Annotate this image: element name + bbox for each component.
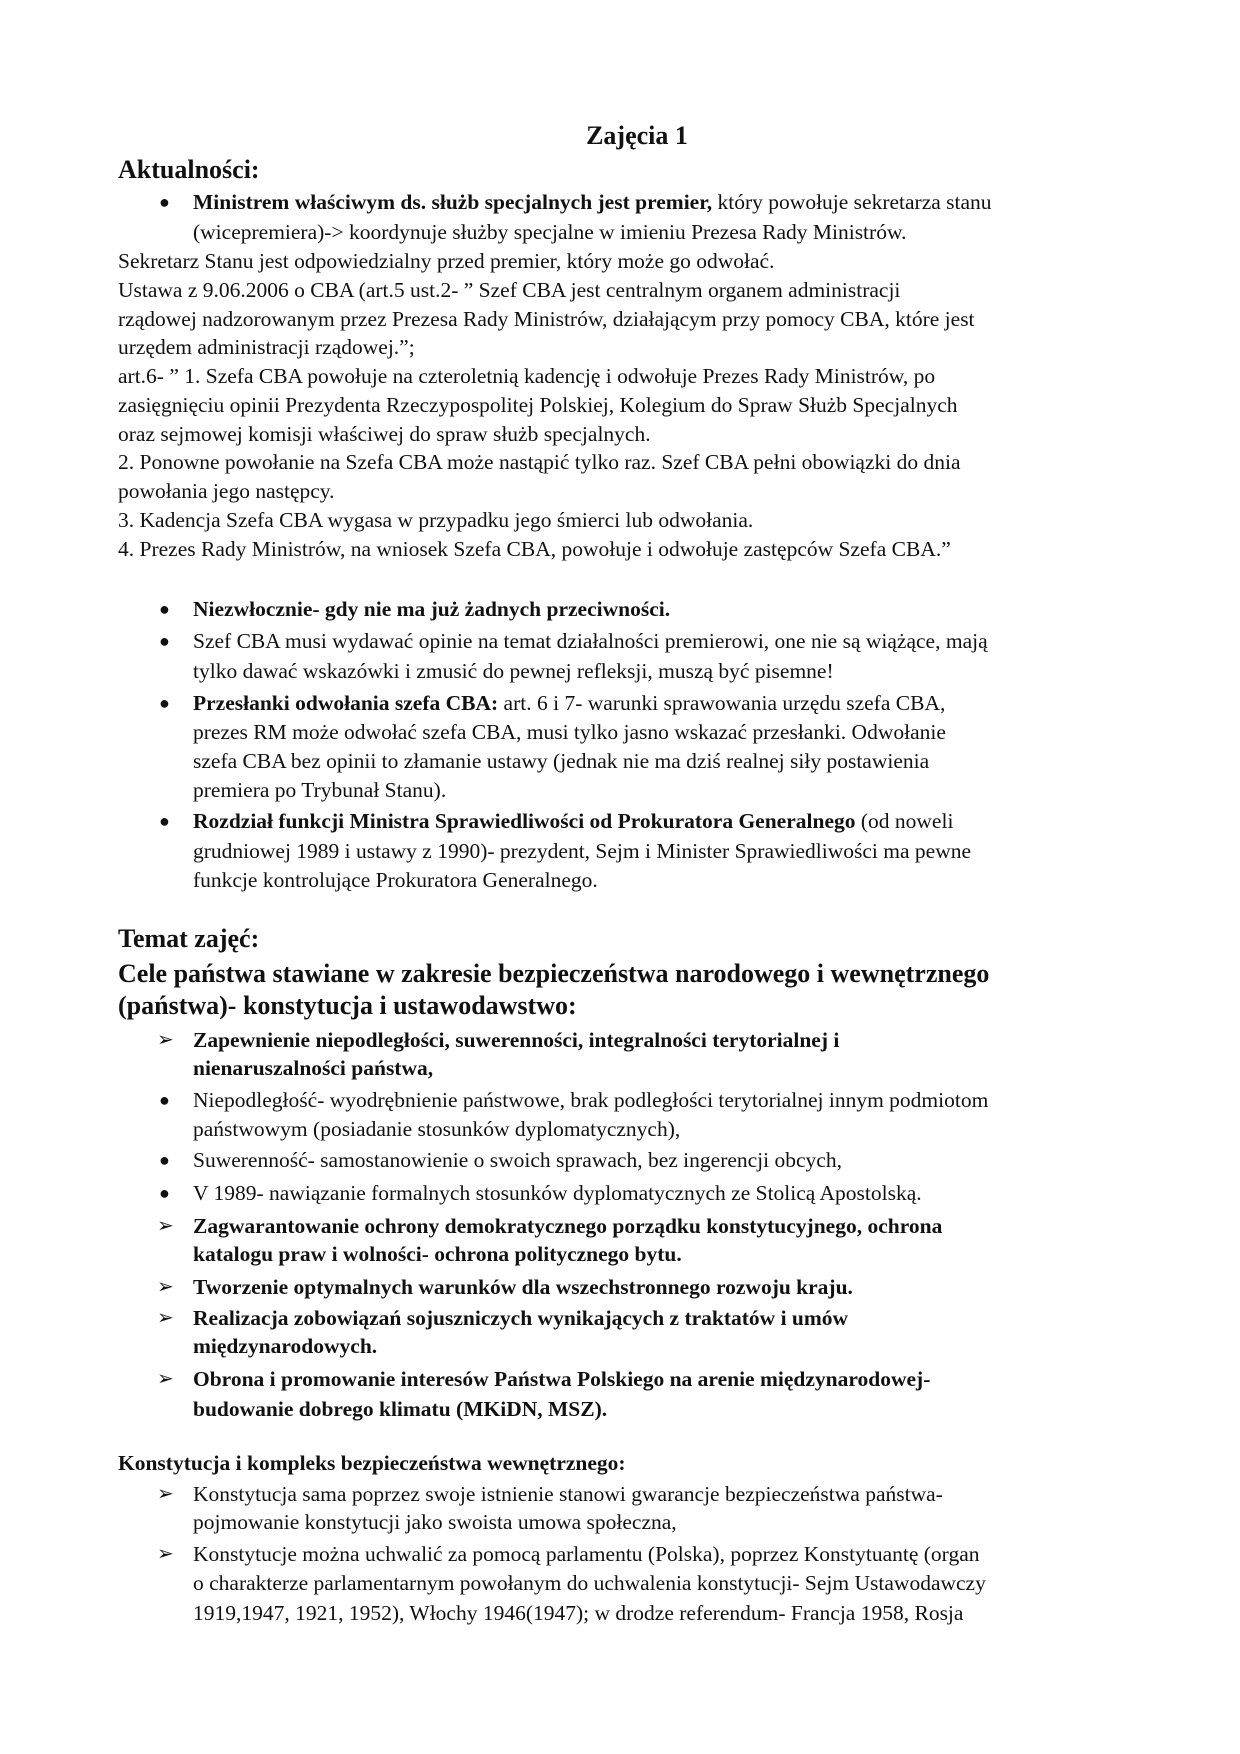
bold-text: Zagwarantowanie ochrony demokratycznego porządku konstytucyjnego, ochrona xyxy=(193,1214,943,1238)
arrow-bullet-icon: ➢ xyxy=(157,1483,174,1505)
bold-text: międzynarodowych. xyxy=(193,1334,378,1358)
text: 3. Kadencja Szefa CBA wygasa w przypadku jego śmierci lub odwołania. xyxy=(118,508,754,532)
bullet-list-item xyxy=(159,688,946,718)
arrow-bullet-icon: ➢ xyxy=(157,1215,174,1237)
list-item-continuation xyxy=(193,1239,682,1269)
paragraph-line xyxy=(118,419,651,449)
subsection-heading xyxy=(118,1448,626,1478)
list-item-continuation xyxy=(193,1053,433,1083)
text: art.6- ” 1. Szefa CBA powołuje na czteroletnią kadencję i odwołuje Prezes Rady Ministrów, po xyxy=(118,364,936,388)
arrow-list-item xyxy=(157,1303,849,1333)
arrow-bullet-icon: ➢ xyxy=(157,1276,174,1298)
bold-text: Konstytucja i kompleks bezpieczeństwa wewnętrznego: xyxy=(118,1451,626,1475)
text: 4. Prezes Rady Ministrów, na wniosek Szefa CBA, powołuje i odwołuje zastępców Szefa CBA.” xyxy=(118,537,951,561)
list-item-continuation xyxy=(193,656,834,686)
arrow-bullet-icon: ➢ xyxy=(157,1307,174,1329)
text: prezes RM może odwołać szefa CBA, musi tylko jasno wskazać przesłanki. Odwołanie xyxy=(193,720,946,744)
bold-text: Zajęcia 1 xyxy=(586,121,688,150)
bullet-icon: ● xyxy=(159,693,170,713)
bold-text: Przesłanki odwołania szefa CBA: xyxy=(193,691,499,715)
document-title xyxy=(0,121,1240,151)
bold-text: Zapewnienie niepodległości, suwerenności, integralności terytorialnej i xyxy=(193,1028,840,1052)
text: Suwerenność- samostanowienie o swoich sprawach, bez ingerencji obcych, xyxy=(193,1148,842,1172)
bold-text: Niezwłocznie- gdy nie ma już żadnych przeciwności. xyxy=(193,597,671,621)
bullet-list-item xyxy=(159,626,988,656)
bold-text: Rozdział funkcji Ministra Sprawiedliwości od Prokuratora Generalnego xyxy=(193,809,856,833)
text: urzędem administracji rządowej.”; xyxy=(118,335,415,359)
list-item-continuation xyxy=(193,775,446,805)
section-heading xyxy=(118,991,577,1021)
paragraph-line xyxy=(118,361,935,391)
text: (od noweli xyxy=(855,809,954,833)
bold-text: Temat zajęć: xyxy=(118,924,260,953)
bold-text: (państwa)- konstytucja i ustawodawstwo: xyxy=(118,991,577,1020)
list-item-continuation xyxy=(193,717,946,747)
text: o charakterze parlamentarnym powołanym do uchwalenia konstytucji- Sejm Ustawodawczy xyxy=(193,1571,986,1595)
bullet-list-item xyxy=(159,1085,989,1115)
paragraph-line xyxy=(118,505,753,535)
arrow-list-item xyxy=(157,1211,943,1241)
text: funkcje kontrolujące Prokuratora Generalnego. xyxy=(193,868,598,892)
bold-text: nienaruszalności państwa, xyxy=(193,1056,434,1080)
bullet-list-item xyxy=(159,1178,922,1208)
paragraph-line xyxy=(118,246,774,276)
text: państwowym (posiadanie stosunków dyplomatycznych), xyxy=(193,1117,681,1141)
bullet-list-item xyxy=(159,806,954,836)
text: 2. Ponowne powołanie na Szefa CBA może nastąpić tylko raz. Szef CBA pełni obowiązki do dnia xyxy=(118,450,961,474)
text: Konstytucja sama poprzez swoje istnienie stanowi gwarancje bezpieczeństwa państwa- xyxy=(193,1482,943,1506)
text: V 1989- nawiązanie formalnych stosunków dyplomatycznych ze Stolicą Apostolską. xyxy=(193,1181,922,1205)
text: rządowej nadzorowanym przez Prezesa Rady Ministrów, działającym przy pomocy CBA, które jest xyxy=(118,307,975,331)
text: pojmowanie konstytucji jako swoista umowa społeczna, xyxy=(193,1510,677,1534)
bold-text: Ministrem właściwym ds. służb specjalnych jest premier, xyxy=(193,190,713,214)
arrow-list-item xyxy=(157,1025,840,1055)
bullet-icon: ● xyxy=(159,811,170,831)
list-item-continuation xyxy=(193,1394,607,1424)
bold-text: Cele państwa stawiane w zakresie bezpieczeństwa narodowego i wewnętrznego xyxy=(118,959,990,988)
arrow-list-item xyxy=(157,1479,943,1509)
paragraph-line xyxy=(118,390,958,420)
text: art. 6 i 7- warunki sprawowania urzędu szefa CBA, xyxy=(498,691,946,715)
bullet-icon: ● xyxy=(159,599,170,619)
text: Sekretarz Stanu jest odpowiedzialny przed premier, który może go odwołać. xyxy=(118,249,775,273)
text: premiera po Trybunał Stanu). xyxy=(193,778,447,802)
section-heading xyxy=(118,959,989,989)
bullet-icon: ● xyxy=(159,1183,170,1203)
arrow-bullet-icon: ➢ xyxy=(157,1029,174,1051)
bullet-icon: ● xyxy=(159,1090,170,1110)
list-item-continuation xyxy=(193,836,971,866)
bullet-list-item xyxy=(159,1145,842,1175)
arrow-bullet-icon: ➢ xyxy=(157,1368,174,1390)
bullet-icon: ● xyxy=(159,192,170,212)
bold-text: Obrona i promowanie interesów Państwa Polskiego na arenie międzynarodowej- xyxy=(193,1367,931,1391)
list-item-continuation xyxy=(193,1568,986,1598)
list-item-continuation xyxy=(193,746,929,776)
list-item-continuation xyxy=(193,865,598,895)
paragraph-line xyxy=(118,275,900,305)
bullet-icon: ● xyxy=(159,1150,170,1170)
text: który powołuje sekretarza stanu xyxy=(712,190,992,214)
paragraph-line xyxy=(118,534,951,564)
text: Konstytucje można uchwalić za pomocą parlamentu (Polska), poprzez Konstytuantę (organ xyxy=(193,1542,980,1566)
text: grudniowej 1989 i ustawy z 1990)- prezydent, Sejm i Minister Sprawiedliwości ma pewne xyxy=(193,839,972,863)
list-item-continuation xyxy=(193,1331,377,1361)
bold-text: Tworzenie optymalnych warunków dla wszechstronnego rozwoju kraju. xyxy=(193,1275,853,1299)
text: zasięgnięciu opinii Prezydenta Rzeczypospolitej Polskiej, Kolegium do Spraw Służb Specjalnych xyxy=(118,393,958,417)
bold-text: Aktualności: xyxy=(118,155,260,184)
text: powołania jego następcy. xyxy=(118,479,335,503)
bold-text: katalogu praw i wolności- ochrona politycznego bytu. xyxy=(193,1242,682,1266)
list-item-continuation xyxy=(193,1598,963,1628)
text: tylko dawać wskazówki i zmusić do pewnej refleksji, muszą być pisemne! xyxy=(193,659,834,683)
paragraph-line xyxy=(118,304,975,334)
text: Ustawa z 9.06.2006 o CBA (art.5 ust.2- ” Szef CBA jest centralnym organem administracji xyxy=(118,278,901,302)
section-heading xyxy=(118,924,259,954)
paragraph-line xyxy=(118,476,335,506)
text: szefa CBA bez opinii to złamanie ustawy (jednak nie ma dziś realnej siły postawienia xyxy=(193,749,930,773)
arrow-list-item xyxy=(157,1364,931,1394)
section-heading xyxy=(118,155,260,185)
bold-text: Realizacja zobowiązań sojuszniczych wynikających z traktatów i umów xyxy=(193,1306,849,1330)
bullet-list-item xyxy=(159,187,992,217)
arrow-list-item xyxy=(157,1272,853,1302)
paragraph-line xyxy=(118,332,415,362)
bullet-list-item xyxy=(159,594,671,624)
bold-text: budowanie dobrego klimatu (MKiDN, MSZ). xyxy=(193,1397,608,1421)
arrow-list-item xyxy=(157,1539,980,1569)
text: (wicepremiera)-> koordynuje służby specjalne w imieniu Prezesa Rady Ministrów. xyxy=(193,220,907,244)
list-item-continuation xyxy=(193,217,906,247)
bullet-icon: ● xyxy=(159,631,170,651)
text: oraz sejmowej komisji właściwej do spraw służb specjalnych. xyxy=(118,422,651,446)
list-item-continuation xyxy=(193,1507,677,1537)
text: Niepodległość- wyodrębnienie państwowe, brak podległości terytorialnej innym podmiotom xyxy=(193,1088,989,1112)
paragraph-line xyxy=(118,447,961,477)
list-item-continuation xyxy=(193,1114,680,1144)
text: 1919,1947, 1921, 1952), Włochy 1946(1947); w drodze referendum- Francja 1958, Rosja xyxy=(193,1601,964,1625)
arrow-bullet-icon: ➢ xyxy=(157,1543,174,1565)
text: Szef CBA musi wydawać opinie na temat działalności premierowi, one nie są wiążące, mają xyxy=(193,629,988,653)
